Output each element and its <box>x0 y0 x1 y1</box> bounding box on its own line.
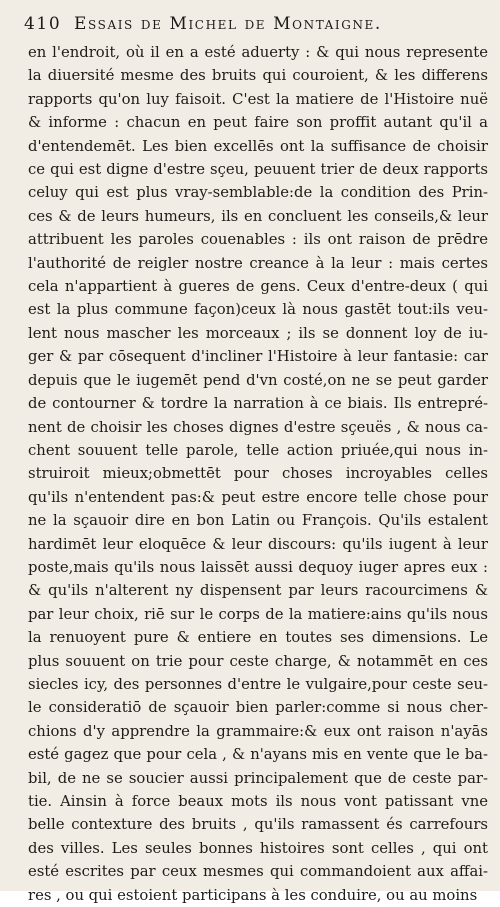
text-line: de contourner & tordre la narration à ce biais. Ils entrepré- <box>28 395 488 413</box>
text-line: poste,mais qu'ils nous laissēt aussi dequoy iuger apres eux : <box>28 558 488 576</box>
text-line: d'entendemēt. Les bien excellēs ont la suffisance de choisir <box>28 137 488 155</box>
text-line: siecles icy, des personnes d'entre le vulgaire,pour ceste seu- <box>28 675 488 693</box>
text-line: la diuersité mesme des bruits qui couroient, & les differens <box>28 67 488 85</box>
text-line: chent souuent telle parole, telle action priuée,qui nous in- <box>28 441 488 459</box>
text-line: cela n'appartient à gueres de gens. Ceux d'entre-deux ( qui <box>28 278 488 296</box>
text-line: la renuoyent pure & entiere en toutes ses dimensions. Le <box>28 629 488 647</box>
running-header <box>24 14 486 40</box>
text-line: belle contexture des bruits , qu'ils ramassent és carrefours <box>28 816 488 834</box>
text-line: des villes. Les seules bonnes histoires sont celles , qui ont <box>28 839 488 857</box>
text-line: lent nous mascher les morceaux ; ils se donnent loy de iu- <box>28 324 488 342</box>
text-line: l'authorité de reigler nostre creance à la leur : mais certes <box>28 254 488 272</box>
text-line: ger & par cōsequent d'incliner l'Histoire à leur fantasie: car <box>28 348 488 366</box>
text-line: & informe : chacun en peut faire son proffit autant qu'il a <box>28 114 488 132</box>
text-line: res , ou qui estoient participans à les conduire, ou au moins <box>28 886 478 904</box>
text-line: plus souuent on trie pour ceste charge, & notammēt en ces <box>28 652 488 670</box>
text-line: esté gagez que pour cela , & n'ayans mis en vente que le ba- <box>28 746 488 764</box>
text-line: ne la sçauoir dire en bon Latin ou François. Qu'ils estalent <box>28 512 488 530</box>
text-line: qu'ils n'entendent pas:& peut estre encore telle chose pour <box>28 488 488 506</box>
text-line: le consideratiō de sçauoir bien parler:comme si nous cher- <box>28 699 488 717</box>
text-line: bil, de ne se soucier aussi principalement que de ceste par- <box>28 769 488 787</box>
text-line: chions d'y apprendre la grammaire:& eux ont raison n'ayās <box>28 722 488 740</box>
page-number: 410 <box>24 14 62 34</box>
text-line: & qu'ils n'alterent ny dispensent par leurs racourcimens & <box>28 582 488 600</box>
text-line: ce qui est digne d'estre sçeu, peuuent trier de deux rapports <box>28 161 488 179</box>
text-line: depuis que le iugemēt pend d'vn costé,on ne se peut garder <box>28 371 488 389</box>
text-line: en l'endroit, où il en a esté aduerty : & qui nous represente <box>28 44 488 61</box>
running-title: Essais de Michel de Montaigne. <box>74 14 382 34</box>
text-line: tie. Ainsin à force beaux mots ils nous vont patissant vne <box>28 793 488 810</box>
text-line: rapports qu'on luy faisoit. C'est la matiere de l'Histoire nuë <box>28 90 488 108</box>
text-line: par leur choix, riē sur le corps de la matiere:ains qu'ils nous <box>28 605 488 623</box>
text-line: attribuent les paroles couenables : ils ont raison de prēdre <box>28 231 488 249</box>
text-line: nent de choisir les choses dignes d'estre sçeuës , & nous ca- <box>28 418 488 436</box>
body-text <box>28 41 488 907</box>
text-line: est la plus commune façon)ceux là nous gastēt tout:ils veu- <box>28 301 488 319</box>
text-line: struiroit mieux;obmettēt pour choses incroyables celles <box>28 465 488 483</box>
text-line: esté escrites par ceux mesmes qui commandoient aux affai- <box>28 863 488 881</box>
text-line: celuy qui est plus vray-semblable:de la condition des Prin- <box>28 184 488 202</box>
text-line: hardimēt leur eloquēce & leur discours: qu'ils iugent à leur <box>28 535 488 553</box>
text-line: ces & de leurs humeurs, ils en concluent les conseils,& leur <box>28 207 488 225</box>
